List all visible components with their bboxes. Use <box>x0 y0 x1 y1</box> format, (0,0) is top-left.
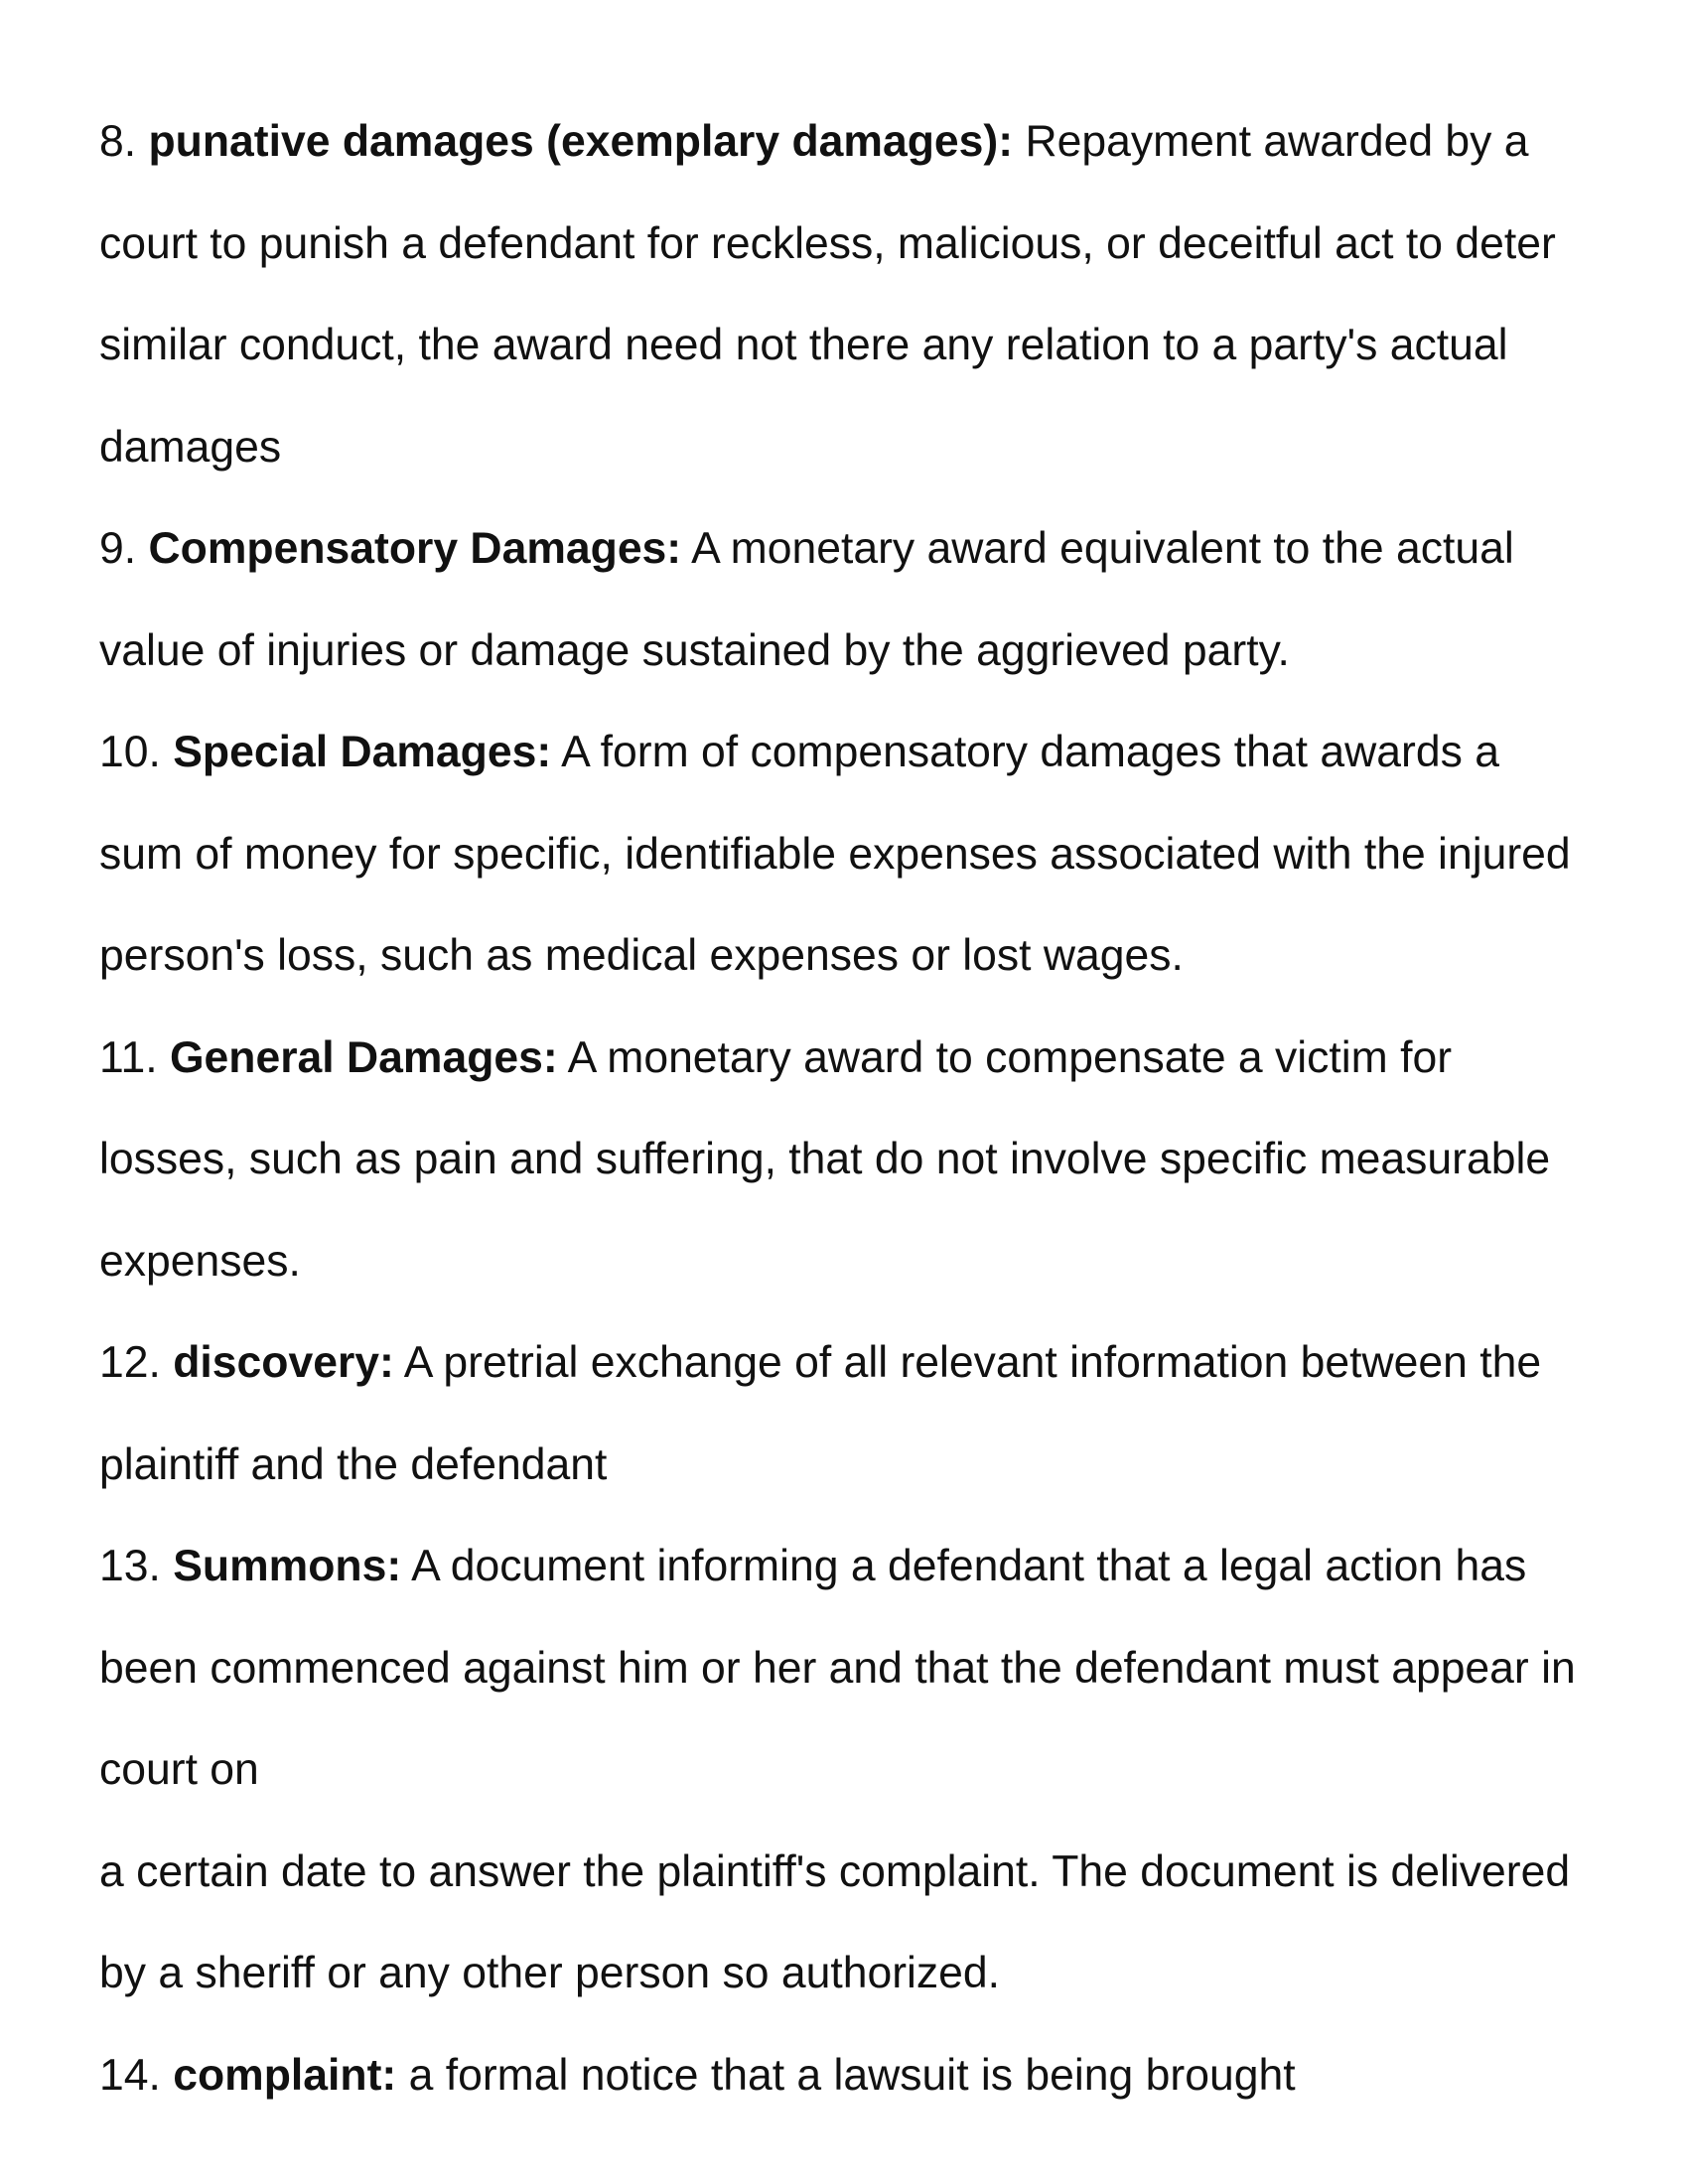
definition-number: 13. <box>99 1542 161 1590</box>
definition-item-11 <box>99 1008 1599 1313</box>
definition-line <box>99 498 1599 601</box>
definition-text: A document informing a defendant that a legal action has <box>411 1542 1527 1590</box>
definition-text: sum of money for specific, identifiable expenses associated with the injured <box>99 829 1571 879</box>
definition-line <box>99 1312 1599 1415</box>
definition-text: similar conduct, the award need not there any relation to a party's actual <box>99 321 1508 369</box>
definition-text: losses, such as pain and suffering, that do not involve specific measurable <box>99 1135 1551 1183</box>
definitions-list <box>99 91 1599 2126</box>
definition-item-10 <box>99 702 1599 1008</box>
definition-line <box>99 91 1599 194</box>
definition-number: 9. <box>99 524 137 573</box>
definition-text: A monetary award equivalent to the actual <box>691 524 1514 573</box>
definition-term: complaint: <box>173 2050 397 2100</box>
definition-number: 10. <box>99 728 161 776</box>
definition-line <box>99 1008 1599 1110</box>
definition-text: a certain date to answer the plaintiff's complaint. The document is delivered <box>99 1846 1571 1896</box>
definition-text: damages <box>99 422 282 472</box>
definition-number: 12. <box>99 1338 161 1387</box>
definition-item-14 <box>99 2025 1599 2127</box>
definition-number: 8. <box>99 117 137 166</box>
definition-text: by a sheriff or any other person so authorized. <box>99 1949 1001 1997</box>
definition-text: court to punish a defendant for reckless, malicious, or deceitful act to deter <box>99 218 1556 268</box>
definition-text: A form of compensatory damages that awards a <box>561 728 1499 776</box>
definition-text: expenses. <box>99 1236 301 1286</box>
definition-text: been commenced against him or her and that the defendant must appear in <box>99 1643 1576 1693</box>
definition-text: court on <box>99 1745 259 1794</box>
definition-text: value of injuries or damage sustained by the aggrieved party. <box>99 625 1290 675</box>
definition-term: Compensatory Damages: <box>148 524 682 573</box>
definition-item-13 <box>99 1516 1599 2025</box>
definition-term: General Damages: <box>169 1032 558 1082</box>
definition-text: plaintiff and the defendant <box>99 1439 608 1489</box>
definition-text: person's loss, such as medical expenses or lost wages. <box>99 931 1184 980</box>
definition-text: A monetary award to compensate a victim for <box>567 1032 1453 1082</box>
definition-text: A pretrial exchange of all relevant information between the <box>403 1338 1542 1387</box>
definition-term: Special Damages: <box>173 728 552 776</box>
definition-term: punative damages (exemplary damages): <box>148 117 1014 166</box>
definition-term: Summons: <box>173 1542 402 1590</box>
definition-item-8 <box>99 91 1599 498</box>
definition-item-12 <box>99 1312 1599 1516</box>
definition-term: discovery: <box>173 1338 394 1387</box>
definition-number: 14. <box>99 2050 161 2100</box>
definition-text: Repayment awarded by a <box>1025 117 1529 166</box>
definition-line <box>99 2025 1599 2127</box>
definition-line <box>99 702 1599 804</box>
definition-number: 11. <box>99 1032 158 1082</box>
definition-text: a formal notice that a lawsuit is being brought <box>408 2050 1296 2100</box>
definition-line <box>99 1516 1599 1618</box>
definition-item-9 <box>99 498 1599 702</box>
